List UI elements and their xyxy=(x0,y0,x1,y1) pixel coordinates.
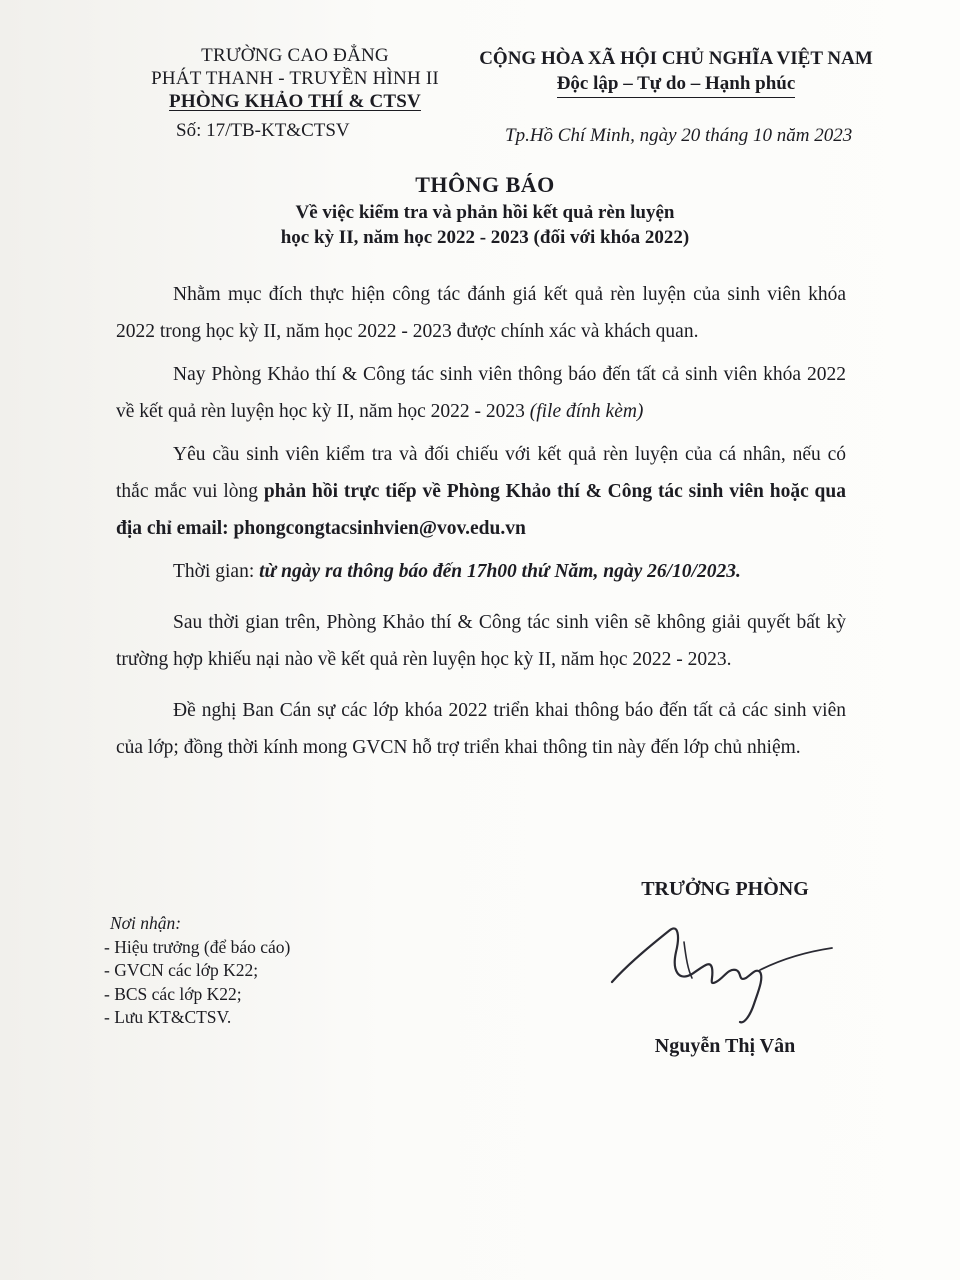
feedback-contact: phản hồi trực tiếp về Phòng Khảo thí & Công tác sinh viên hoặc qua địa chỉ email: phongcongtacsinhvien@vov.edu.vn xyxy=(116,481,846,539)
issuing-organization xyxy=(120,44,470,113)
document-number: Số: 17/TB-KT&CTSV xyxy=(176,120,350,141)
recipient-item: - GVCN các lớp K22; xyxy=(104,960,259,980)
paragraph-request-to-classes: Đề nghị Ban Cán sự các lớp khóa 2022 triển khai thông báo đến tất cả các sinh viên của lớp; đồng thời kính mong GVCN hỗ trợ triển khai thông tin này đến lớp chủ nhiệm. xyxy=(116,700,846,758)
national-motto: Độc lập – Tự do – Hạnh phúc xyxy=(557,71,796,98)
notice-title-block xyxy=(140,170,830,250)
handwritten-signature xyxy=(600,912,860,1032)
notice-subject-line2: học kỳ II, năm học 2022 - 2023 (đối với khóa 2022) xyxy=(280,227,690,248)
recipients-block xyxy=(104,912,424,1030)
signer-name: Nguyễn Thị Vân xyxy=(654,1035,796,1057)
paragraph-after-deadline: Sau thời gian trên, Phòng Khảo thí & Công tác sinh viên sẽ không giải quyết bất kỳ trường hợp khiếu nại nào về kết quả rèn luyện học kỳ II, năm học 2022 - 2023. xyxy=(116,612,846,670)
paragraph-request: Yêu cầu sinh viên kiểm tra và đối chiếu với kết quả rèn luyện của cá nhân, nếu có thắc mắc vui lòng phản hồi trực tiếp về Phòng Khảo thí & Công tác sinh viên hoặc qua địa chỉ email: phongcongtacsinhvien@vov.edu.vn xyxy=(116,444,846,539)
place-and-date: Tp.Hồ Chí Minh, ngày 20 tháng 10 năm 2023 xyxy=(505,125,853,146)
national-header xyxy=(460,46,892,98)
signer-title: TRƯỞNG PHÒNG xyxy=(641,878,809,900)
paragraph-deadline: Thời gian: từ ngày ra thông báo đến 17h00 thứ Năm, ngày 26/10/2023. xyxy=(173,561,741,582)
paragraph-purpose: Nhằm mục đích thực hiện công tác đánh giá kết quả rèn luyện của sinh viên khóa 2022 trong học kỳ II, năm học 2022 - 2023 được chính xác và khách quan. xyxy=(116,284,846,342)
recipient-item: - BCS các lớp K22; xyxy=(104,983,242,1004)
notice-title: THÔNG BÁO xyxy=(415,172,555,197)
recipient-item: - Lưu KT&CTSV. xyxy=(104,1007,232,1027)
org-school-line1: TRƯỜNG CAO ĐẲNG xyxy=(201,45,389,66)
org-school-line2: PHÁT THANH - TRUYỀN HÌNH II xyxy=(151,68,439,89)
attachment-note: (file đính kèm) xyxy=(529,401,644,422)
recipients-title: Nơi nhận: xyxy=(110,913,182,933)
notice-subject-line1: Về việc kiểm tra và phản hồi kết quả rèn luyện xyxy=(295,202,675,223)
deadline-text: từ ngày ra thông báo đến 17h00 thứ Năm, ngày 26/10/2023. xyxy=(259,561,741,582)
recipient-item: - Hiệu trưởng (để báo cáo) xyxy=(104,936,291,957)
org-department: PHÒNG KHẢO THÍ & CTSV xyxy=(169,91,421,112)
notice-body xyxy=(116,276,846,772)
national-name: CỘNG HÒA XÃ HỘI CHỦ NGHĨA VIỆT NAM xyxy=(479,48,873,69)
paragraph-announcement: Nay Phòng Khảo thí & Công tác sinh viên thông báo đến tất cả sinh viên khóa 2022 về kết quả rèn luyện học kỳ II, năm học 2022 - 2023 (file đính kèm) xyxy=(116,364,846,422)
